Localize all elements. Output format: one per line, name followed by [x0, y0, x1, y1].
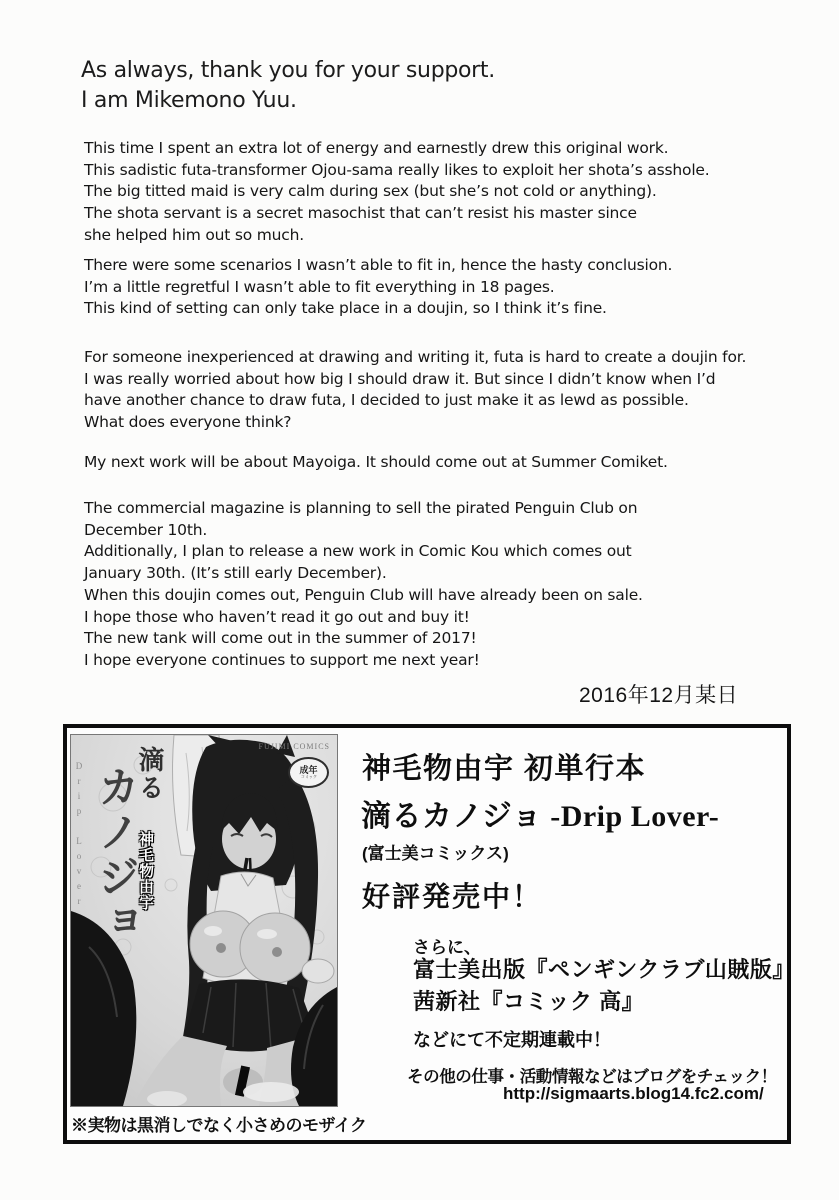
cover-title-kanji: 滴る [135, 746, 164, 802]
cover-title-katakana: カノジョ [92, 765, 138, 945]
text-line: I hope those who haven’t read it go out and buy it! [84, 607, 470, 626]
text-line: have another chance to draw futa, I decided to just make it as lewd as possible. [84, 391, 689, 410]
text-line: I hope everyone continues to support me next year! [84, 650, 480, 669]
text-line: This sadistic futa-transformer Ojou-sama really likes to exploit her shota’s asshole. [84, 160, 710, 179]
text-line: The new tank will come out in the summer of 2017! [84, 629, 477, 648]
promo-serialization-note: などにて不定期連載中！ [413, 1030, 611, 1050]
promo-blog-note: その他の仕事・活動情報などはブログをチェック！ [407, 1068, 777, 1086]
promo-more-intro: さらに、 [413, 938, 481, 957]
text-line: For someone inexperienced at drawing and writing it, futa is hard to create a doujin for. [84, 348, 747, 366]
badge-text: コミック [300, 774, 317, 779]
cover-english-title: Drip Lover [74, 761, 84, 911]
promo-magazine-1: 富士美出版『ペンギンクラブ山賊版』 [413, 957, 795, 982]
text-line: There were some scenarios I wasn’t able to fit in, hence the hasty conclusion. [84, 256, 673, 274]
text-line: The big titted maid is very calm during sex (but she’s not cold or anything). [84, 182, 657, 201]
paragraph-4 [84, 452, 668, 474]
cover-author-name: 神毛物由宇 [137, 831, 154, 911]
text-line: January 30th. (It’s still early December). [84, 564, 387, 583]
promo-heading: 神毛物由宇 初単行本 [362, 753, 647, 785]
text-line: What does everyone think? [84, 413, 292, 432]
promo-blog-url: http://sigmaarts.blog14.fc2.com/ [503, 1084, 764, 1103]
paragraph-3 [84, 347, 746, 434]
text-line: The commercial magazine is planning to sell the pirated Penguin Club on [84, 499, 638, 517]
greeting-line: As always, thank you for your support. [81, 58, 495, 83]
cover-publisher-label: FUJIMI COMICS [258, 742, 330, 751]
date-line: 2016年12月某日 [579, 684, 739, 707]
cover-caption: ※実物は黒消しでなく小さめのモザイク [71, 1116, 367, 1135]
text-line: she helped him out so much. [84, 225, 304, 244]
greeting-line: I am Mikemono Yuu. [81, 88, 297, 113]
promo-magazine-2: 茜新社『コミック 高』 [413, 989, 645, 1014]
text-line: December 10th. [84, 520, 208, 539]
text-line: This kind of setting can only take place in a doujin, so I think it’s fine. [84, 299, 607, 318]
promo-book-title: 滴るカノジョ -Drip Lover- [361, 800, 720, 833]
adult-rating-badge [288, 757, 329, 788]
badge-text: 成年 [299, 764, 318, 775]
text-line: Additionally, I plan to release a new work in Comic Kou which comes out [84, 542, 632, 561]
greeting-block [81, 56, 495, 116]
paragraph-1 [84, 138, 710, 247]
paragraph-5 [84, 498, 643, 672]
promo-imprint: (富士美コミックス) [362, 844, 509, 863]
text-line: When this doujin comes out, Penguin Club will have already been on sale. [84, 585, 643, 604]
promo-on-sale-label: 好評発売中！ [362, 881, 543, 912]
text-line: I’m a little regretful I wasn’t able to fit everything in 18 pages. [84, 277, 555, 296]
paragraph-2 [84, 255, 672, 320]
text-line: I was really worried about how big I should draw it. But since I didn’t know when I’d [84, 369, 716, 388]
manga-cover-image [71, 735, 337, 1106]
text-line: The shota servant is a secret masochist that can’t resist his master since [84, 204, 637, 223]
text-line: This time I spent an extra lot of energy and earnestly drew this original work. [84, 139, 669, 157]
text-line: My next work will be about Mayoiga. It should come out at Summer Comiket. [84, 453, 668, 471]
